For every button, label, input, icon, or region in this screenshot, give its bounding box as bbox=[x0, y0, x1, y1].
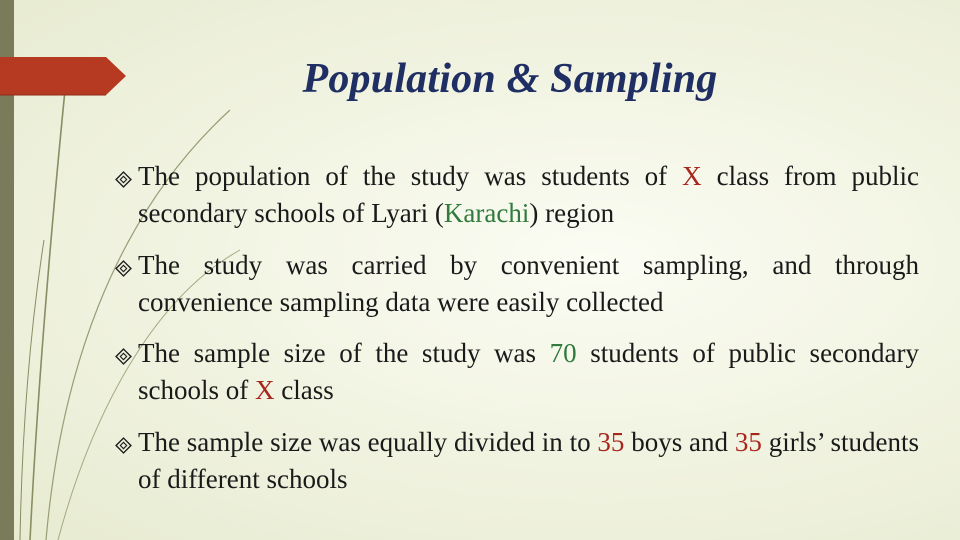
bullet-text: class bbox=[274, 375, 334, 405]
bullet-sample-size bbox=[113, 335, 919, 409]
bullet-text: class from public secondary schools of Lyari ( bbox=[138, 161, 919, 228]
highlight-class: X bbox=[682, 161, 702, 191]
bullet-text: The sample size was equally divided in to bbox=[138, 426, 598, 457]
highlight-sample-count: 70 bbox=[549, 338, 577, 368]
bullet-text: ) region bbox=[529, 198, 615, 228]
highlight-girls-count: 35 bbox=[734, 426, 762, 457]
bullet-text: students of public secondary schools of bbox=[138, 338, 920, 405]
diamond-outline-icon bbox=[115, 171, 132, 188]
diamond-outline-icon bbox=[115, 437, 132, 454]
bullet-text: The population of the study was students of bbox=[138, 161, 683, 191]
highlight-class: X bbox=[255, 375, 275, 405]
bullet-sampling-method bbox=[113, 247, 919, 321]
bullet-text: The sample size of the study was bbox=[138, 338, 550, 368]
title-arrow-shape bbox=[0, 57, 126, 95]
bullet-text: boys and bbox=[624, 426, 735, 457]
slide-title: Population & Sampling bbox=[302, 56, 718, 102]
bullet-text: The study was carried by convenient sampling, and through convenience sampling data were easily collected bbox=[138, 249, 919, 317]
diamond-outline-icon bbox=[115, 260, 132, 277]
bullet-text: girls’ students of different schools bbox=[138, 426, 919, 494]
bullet-sample-split bbox=[113, 424, 919, 498]
bullet-list bbox=[113, 158, 919, 512]
highlight-boys-count: 35 bbox=[597, 426, 625, 457]
diamond-outline-icon bbox=[115, 348, 132, 365]
highlight-city: Karachi bbox=[443, 198, 530, 228]
bullet-population bbox=[113, 158, 919, 232]
